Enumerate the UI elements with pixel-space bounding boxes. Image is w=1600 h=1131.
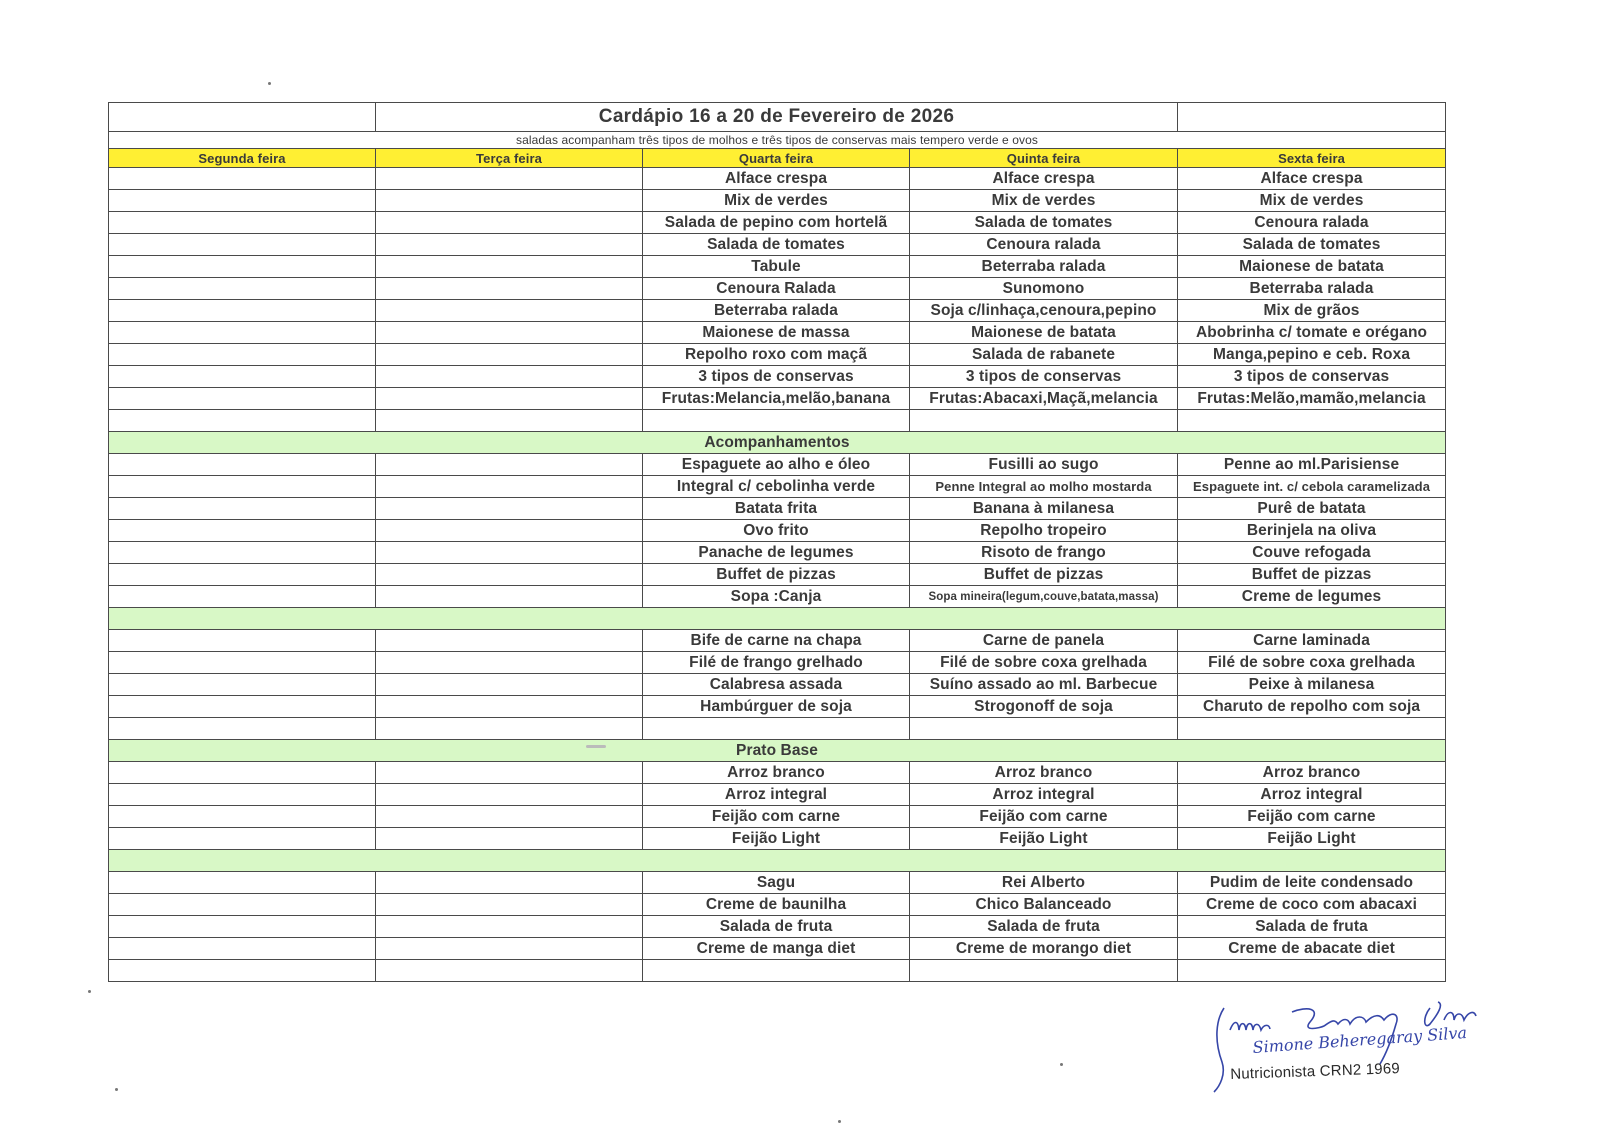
- scan-speck: [1060, 1063, 1063, 1066]
- empty-cell: [643, 410, 910, 432]
- empty-cell: [109, 718, 376, 740]
- section-header-row: [109, 432, 1446, 454]
- thursday-dish: Sopa mineira(legum,couve,batata,massa): [910, 586, 1178, 608]
- menu-row: [109, 388, 1446, 410]
- monday-cell: [109, 806, 376, 828]
- thursday-dish: Maionese de batata: [910, 322, 1178, 344]
- menu-row: [109, 190, 1446, 212]
- menu-row: [109, 630, 1446, 652]
- wednesday-dish: Bife de carne na chapa: [643, 630, 910, 652]
- tuesday-cell: [376, 784, 643, 806]
- wednesday-dish: Alface crespa: [643, 168, 910, 190]
- empty-cell: [643, 718, 910, 740]
- menu-row: [109, 300, 1446, 322]
- monday-cell: [109, 564, 376, 586]
- tuesday-cell: [376, 894, 643, 916]
- menu-row: [109, 916, 1446, 938]
- menu-row: [109, 828, 1446, 850]
- menu-row: [109, 278, 1446, 300]
- monday-cell: [109, 168, 376, 190]
- thursday-dish: Strogonoff de soja: [910, 696, 1178, 718]
- thursday-dish: Risoto de frango: [910, 542, 1178, 564]
- friday-dish: Arroz branco: [1178, 762, 1446, 784]
- section-title-sobremesas: [109, 850, 1446, 872]
- thursday-dish: Arroz branco: [910, 762, 1178, 784]
- empty-cell: [1178, 103, 1446, 132]
- monday-cell: [109, 366, 376, 388]
- wednesday-dish: Maionese de massa: [643, 322, 910, 344]
- menu-row: [109, 674, 1446, 696]
- friday-dish: Mix de verdes: [1178, 190, 1446, 212]
- day-friday: Sexta feira: [1178, 149, 1446, 168]
- menu-row: [109, 234, 1446, 256]
- tuesday-cell: [376, 454, 643, 476]
- menu-row: [109, 652, 1446, 674]
- empty-cell: [376, 410, 643, 432]
- menu-table: [108, 102, 1446, 982]
- friday-dish: Carne laminada: [1178, 630, 1446, 652]
- section-header-row: [109, 740, 1446, 762]
- monday-cell: [109, 234, 376, 256]
- tuesday-cell: [376, 938, 643, 960]
- friday-dish: Espaguete int. c/ cebola caramelizada: [1178, 476, 1446, 498]
- friday-dish: 3 tipos de conservas: [1178, 366, 1446, 388]
- wednesday-dish: Calabresa assada: [643, 674, 910, 696]
- empty-cell: [109, 960, 376, 982]
- wednesday-dish: Sagu: [643, 872, 910, 894]
- wednesday-dish: Feijão Light: [643, 828, 910, 850]
- thursday-dish: Beterraba ralada: [910, 256, 1178, 278]
- wednesday-dish: Frutas:Melancia,melão,banana: [643, 388, 910, 410]
- thursday-dish: Cenoura ralada: [910, 234, 1178, 256]
- thursday-dish: Chico Balanceado: [910, 894, 1178, 916]
- wednesday-dish: Feijão com carne: [643, 806, 910, 828]
- friday-dish: Feijão com carne: [1178, 806, 1446, 828]
- tuesday-cell: [376, 256, 643, 278]
- friday-dish: Filé de sobre coxa grelhada: [1178, 652, 1446, 674]
- friday-dish: Peixe à milanesa: [1178, 674, 1446, 696]
- friday-dish: Purê de batata: [1178, 498, 1446, 520]
- wednesday-dish: 3 tipos de conservas: [643, 366, 910, 388]
- wednesday-dish: Arroz integral: [643, 784, 910, 806]
- day-header-row: [109, 149, 1446, 168]
- day-thursday: Quinta feira: [910, 149, 1178, 168]
- tuesday-cell: [376, 542, 643, 564]
- empty-cell: [109, 103, 376, 132]
- tuesday-cell: [376, 300, 643, 322]
- section-title-prato-base: Prato Base: [109, 740, 1446, 762]
- menu-row: [109, 520, 1446, 542]
- title-row: [109, 103, 1446, 132]
- empty-cell: [109, 410, 376, 432]
- menu-row: [109, 168, 1446, 190]
- monday-cell: [109, 300, 376, 322]
- friday-dish: Creme de coco com abacaxi: [1178, 894, 1446, 916]
- wednesday-dish: Batata frita: [643, 498, 910, 520]
- thursday-dish: Carne de panela: [910, 630, 1178, 652]
- friday-dish: Pudim de leite condensado: [1178, 872, 1446, 894]
- friday-dish: Feijão Light: [1178, 828, 1446, 850]
- monday-cell: [109, 322, 376, 344]
- friday-dish: Salada de tomates: [1178, 234, 1446, 256]
- wednesday-dish: Buffet de pizzas: [643, 564, 910, 586]
- tuesday-cell: [376, 806, 643, 828]
- thursday-dish: Fusilli ao sugo: [910, 454, 1178, 476]
- thursday-dish: Arroz integral: [910, 784, 1178, 806]
- empty-cell: [1178, 960, 1446, 982]
- section-title-acompanhamentos: Acompanhamentos: [109, 432, 1446, 454]
- monday-cell: [109, 652, 376, 674]
- signature-name: Simone Beheregaray Silva: [1252, 1023, 1468, 1057]
- monday-cell: [109, 520, 376, 542]
- friday-dish: Arroz integral: [1178, 784, 1446, 806]
- scan-speck: [88, 990, 91, 993]
- friday-dish: Charuto de repolho com soja: [1178, 696, 1446, 718]
- friday-dish: Creme de legumes: [1178, 586, 1446, 608]
- monday-cell: [109, 256, 376, 278]
- scan-speck: [586, 745, 606, 748]
- day-wednesday: Quarta feira: [643, 149, 910, 168]
- monday-cell: [109, 872, 376, 894]
- menu-row: [109, 256, 1446, 278]
- menu-row: [109, 476, 1446, 498]
- wednesday-dish: Filé de frango grelhado: [643, 652, 910, 674]
- monday-cell: [109, 916, 376, 938]
- thursday-dish: Salada de fruta: [910, 916, 1178, 938]
- friday-dish: Couve refogada: [1178, 542, 1446, 564]
- wednesday-dish: Salada de pepino com hortelã: [643, 212, 910, 234]
- wednesday-dish: Repolho roxo com maçã: [643, 344, 910, 366]
- wednesday-dish: Tabule: [643, 256, 910, 278]
- friday-dish: Creme de abacate diet: [1178, 938, 1446, 960]
- menu-row: [109, 696, 1446, 718]
- monday-cell: [109, 674, 376, 696]
- blank-row: [109, 718, 1446, 740]
- menu-row: [109, 894, 1446, 916]
- wednesday-dish: Ovo frito: [643, 520, 910, 542]
- thursday-dish: Banana à milanesa: [910, 498, 1178, 520]
- menu-row: [109, 454, 1446, 476]
- monday-cell: [109, 696, 376, 718]
- tuesday-cell: [376, 630, 643, 652]
- tuesday-cell: [376, 476, 643, 498]
- tuesday-cell: [376, 674, 643, 696]
- friday-dish: Salada de fruta: [1178, 916, 1446, 938]
- tuesday-cell: [376, 586, 643, 608]
- tuesday-cell: [376, 872, 643, 894]
- wednesday-dish: Creme de baunilha: [643, 894, 910, 916]
- note-row: [109, 132, 1446, 149]
- tuesday-cell: [376, 564, 643, 586]
- blank-row: [109, 960, 1446, 982]
- wednesday-dish: Cenoura Ralada: [643, 278, 910, 300]
- day-tuesday: Terça feira: [376, 149, 643, 168]
- tuesday-cell: [376, 168, 643, 190]
- thursday-dish: Feijão com carne: [910, 806, 1178, 828]
- monday-cell: [109, 586, 376, 608]
- blank-row: [109, 410, 1446, 432]
- thursday-dish: Creme de morango diet: [910, 938, 1178, 960]
- tuesday-cell: [376, 828, 643, 850]
- tuesday-cell: [376, 520, 643, 542]
- friday-dish: Maionese de batata: [1178, 256, 1446, 278]
- thursday-dish: Mix de verdes: [910, 190, 1178, 212]
- menu-row: [109, 938, 1446, 960]
- tuesday-cell: [376, 366, 643, 388]
- monday-cell: [109, 784, 376, 806]
- menu-row: [109, 564, 1446, 586]
- empty-cell: [376, 960, 643, 982]
- wednesday-dish: Arroz branco: [643, 762, 910, 784]
- thursday-dish: Soja c/linhaça,cenoura,pepino: [910, 300, 1178, 322]
- friday-dish: Frutas:Melão,mamão,melancia: [1178, 388, 1446, 410]
- empty-cell: [910, 718, 1178, 740]
- tuesday-cell: [376, 212, 643, 234]
- monday-cell: [109, 344, 376, 366]
- friday-dish: Buffet de pizzas: [1178, 564, 1446, 586]
- tuesday-cell: [376, 498, 643, 520]
- friday-dish: Cenoura ralada: [1178, 212, 1446, 234]
- friday-dish: Mix de grãos: [1178, 300, 1446, 322]
- tuesday-cell: [376, 916, 643, 938]
- thursday-dish: Sunomono: [910, 278, 1178, 300]
- salad-note: saladas acompanham três tipos de molhos e três tipos de conservas mais tempero verde e ovos: [109, 132, 1446, 149]
- tuesday-cell: [376, 696, 643, 718]
- monday-cell: [109, 388, 376, 410]
- scan-speck: [115, 1088, 118, 1091]
- tuesday-cell: [376, 344, 643, 366]
- monday-cell: [109, 828, 376, 850]
- thursday-dish: Rei Alberto: [910, 872, 1178, 894]
- wednesday-dish: Panache de legumes: [643, 542, 910, 564]
- scan-speck: [838, 1120, 841, 1123]
- wednesday-dish: Beterraba ralada: [643, 300, 910, 322]
- tuesday-cell: [376, 278, 643, 300]
- menu-row: [109, 344, 1446, 366]
- empty-cell: [643, 960, 910, 982]
- friday-dish: Manga,pepino e ceb. Roxa: [1178, 344, 1446, 366]
- wednesday-dish: Salada de tomates: [643, 234, 910, 256]
- nutritionist-signature: [1212, 1000, 1512, 1100]
- tuesday-cell: [376, 190, 643, 212]
- monday-cell: [109, 212, 376, 234]
- menu-row: [109, 366, 1446, 388]
- thursday-dish: Filé de sobre coxa grelhada: [910, 652, 1178, 674]
- thursday-dish: Salada de tomates: [910, 212, 1178, 234]
- menu-row: [109, 872, 1446, 894]
- monday-cell: [109, 894, 376, 916]
- friday-dish: Abobrinha c/ tomate e orégano: [1178, 322, 1446, 344]
- menu-row: [109, 762, 1446, 784]
- monday-cell: [109, 938, 376, 960]
- friday-dish: Penne ao ml.Parisiense: [1178, 454, 1446, 476]
- section-header-row: [109, 850, 1446, 872]
- empty-cell: [1178, 410, 1446, 432]
- thursday-dish: Salada de rabanete: [910, 344, 1178, 366]
- thursday-dish: 3 tipos de conservas: [910, 366, 1178, 388]
- wednesday-dish: Mix de verdes: [643, 190, 910, 212]
- menu-row: [109, 322, 1446, 344]
- menu-row: [109, 806, 1446, 828]
- menu-row: [109, 784, 1446, 806]
- empty-cell: [910, 410, 1178, 432]
- thursday-dish: Suíno assado ao ml. Barbecue: [910, 674, 1178, 696]
- signature-title: Nutricionista CRN2 1969: [1230, 1060, 1401, 1083]
- wednesday-dish: Creme de manga diet: [643, 938, 910, 960]
- wednesday-dish: Sopa :Canja: [643, 586, 910, 608]
- wednesday-dish: Integral c/ cebolinha verde: [643, 476, 910, 498]
- wednesday-dish: Espaguete ao alho e óleo: [643, 454, 910, 476]
- empty-cell: [376, 718, 643, 740]
- friday-dish: Beterraba ralada: [1178, 278, 1446, 300]
- monday-cell: [109, 542, 376, 564]
- empty-cell: [1178, 718, 1446, 740]
- tuesday-cell: [376, 322, 643, 344]
- thursday-dish: Frutas:Abacaxi,Maçã,melancia: [910, 388, 1178, 410]
- thursday-dish: Repolho tropeiro: [910, 520, 1178, 542]
- menu-title: Cardápio 16 a 20 de Fevereiro de 2026: [376, 103, 1178, 132]
- tuesday-cell: [376, 762, 643, 784]
- menu-row: [109, 212, 1446, 234]
- menu-row: [109, 498, 1446, 520]
- friday-dish: Berinjela na oliva: [1178, 520, 1446, 542]
- monday-cell: [109, 454, 376, 476]
- tuesday-cell: [376, 234, 643, 256]
- thursday-dish: Buffet de pizzas: [910, 564, 1178, 586]
- menu-body: [109, 103, 1446, 982]
- thursday-dish: Feijão Light: [910, 828, 1178, 850]
- menu-row: [109, 586, 1446, 608]
- scan-speck: [268, 82, 271, 85]
- monday-cell: [109, 762, 376, 784]
- monday-cell: [109, 476, 376, 498]
- thursday-dish: Alface crespa: [910, 168, 1178, 190]
- section-header-row: [109, 608, 1446, 630]
- tuesday-cell: [376, 652, 643, 674]
- thursday-dish: Penne Integral ao molho mostarda: [910, 476, 1178, 498]
- monday-cell: [109, 190, 376, 212]
- wednesday-dish: Salada de fruta: [643, 916, 910, 938]
- tuesday-cell: [376, 388, 643, 410]
- empty-cell: [910, 960, 1178, 982]
- menu-row: [109, 542, 1446, 564]
- section-title-carnes: [109, 608, 1446, 630]
- wednesday-dish: Hambúrguer de soja: [643, 696, 910, 718]
- monday-cell: [109, 630, 376, 652]
- monday-cell: [109, 278, 376, 300]
- monday-cell: [109, 498, 376, 520]
- day-monday: Segunda feira: [109, 149, 376, 168]
- friday-dish: Alface crespa: [1178, 168, 1446, 190]
